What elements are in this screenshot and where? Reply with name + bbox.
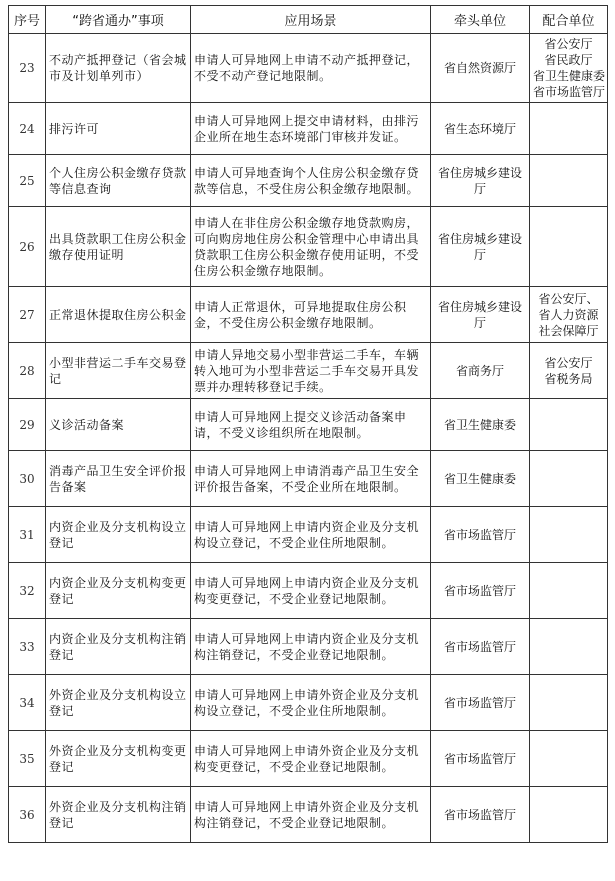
table-row xyxy=(9,675,608,731)
row-lead-unit: 省生态环境厅 xyxy=(431,103,530,155)
row-item: 内资企业及分支机构注销登记 xyxy=(46,619,191,675)
row-number: 24 xyxy=(9,103,46,155)
table-body xyxy=(9,34,608,843)
row-coop-units xyxy=(530,343,608,399)
row-lead-unit: 省卫生健康委 xyxy=(431,399,530,451)
coop-unit: 省卫生健康委 xyxy=(533,69,606,83)
row-coop-units xyxy=(530,675,608,731)
coop-unit: 省公安厅、 xyxy=(538,291,599,306)
coop-unit: 省人力资源 xyxy=(538,307,599,322)
row-scene: 申请人可异地网上申请内资企业及分支机构设立登记，不受企业住所地限制。 xyxy=(191,507,431,563)
row-coop-units xyxy=(530,619,608,675)
table-header-row xyxy=(9,6,608,34)
row-number: 32 xyxy=(9,563,46,619)
row-number: 35 xyxy=(9,731,46,787)
table-row xyxy=(9,451,608,507)
row-coop-units xyxy=(530,287,608,343)
row-item: 内资企业及分支机构设立登记 xyxy=(46,507,191,563)
table-row xyxy=(9,343,608,399)
header-no: 序号 xyxy=(9,6,46,34)
row-coop-units xyxy=(530,787,608,843)
row-item: 外资企业及分支机构变更登记 xyxy=(46,731,191,787)
row-coop-units xyxy=(530,507,608,563)
table-row xyxy=(9,619,608,675)
row-lead-unit: 省市场监管厅 xyxy=(431,563,530,619)
row-item: 义诊活动备案 xyxy=(46,399,191,451)
row-lead-unit: 省市场监管厅 xyxy=(431,619,530,675)
row-lead-unit: 省住房城乡建设厅 xyxy=(431,207,530,287)
row-number: 29 xyxy=(9,399,46,451)
row-coop-units xyxy=(530,451,608,507)
header-lead: 牵头单位 xyxy=(431,6,530,34)
coop-unit: 省税务局 xyxy=(544,371,593,386)
row-lead-unit: 省市场监管厅 xyxy=(431,731,530,787)
table-row xyxy=(9,787,608,843)
table-row xyxy=(9,731,608,787)
row-scene: 申请人正常退休，可异地提取住房公积金，不受住房公积金缴存地限制。 xyxy=(191,287,431,343)
row-scene: 申请人可异地网上申请内资企业及分支机构注销登记，不受企业登记地限制。 xyxy=(191,619,431,675)
coop-unit: 省民政厅 xyxy=(544,53,593,67)
row-item: 排污许可 xyxy=(46,103,191,155)
row-number: 25 xyxy=(9,155,46,207)
matters-table xyxy=(8,5,608,843)
row-number: 27 xyxy=(9,287,46,343)
row-scene: 申请人在非住房公积金缴存地贷款购房，可向购房地住房公积金管理中心申请出具贷款职工住房公积金缴存使用证明，不受住房公积金缴存地限制。 xyxy=(191,207,431,287)
header-item: “跨省通办”事项 xyxy=(46,6,191,34)
header-coop: 配合单位 xyxy=(530,6,608,34)
row-scene: 申请人可异地网上申请内资企业及分支机构变更登记，不受企业登记地限制。 xyxy=(191,563,431,619)
row-coop-units xyxy=(530,34,608,103)
row-lead-unit: 省自然资源厅 xyxy=(431,34,530,103)
row-item: 消毒产品卫生安全评价报告备案 xyxy=(46,451,191,507)
row-coop-units xyxy=(530,155,608,207)
row-scene: 申请人可异地网上申请不动产抵押登记，不受不动产登记地限制。 xyxy=(191,34,431,103)
row-scene: 申请人可异地网上提交义诊活动备案申请，不受义诊组织所在地限制。 xyxy=(191,399,431,451)
table-row xyxy=(9,207,608,287)
row-lead-unit: 省商务厅 xyxy=(431,343,530,399)
row-lead-unit: 省市场监管厅 xyxy=(431,787,530,843)
row-scene: 申请人可异地查询个人住房公积金缴存贷款等信息，不受住房公积金缴存地限制。 xyxy=(191,155,431,207)
coop-unit: 社会保障厅 xyxy=(538,323,599,338)
coop-unit: 省公安厅 xyxy=(544,37,593,51)
row-item: 不动产抵押登记（省会城市及计划单列市） xyxy=(46,34,191,103)
table-row xyxy=(9,507,608,563)
row-coop-units xyxy=(530,103,608,155)
table-row xyxy=(9,34,608,103)
row-scene: 申请人可异地网上提交申请材料，由排污企业所在地生态环境部门审核并发证。 xyxy=(191,103,431,155)
row-lead-unit: 省住房城乡建设厅 xyxy=(431,155,530,207)
header-scene: 应用场景 xyxy=(191,6,431,34)
row-item: 外资企业及分支机构注销登记 xyxy=(46,787,191,843)
row-item: 出具贷款职工住房公积金缴存使用证明 xyxy=(46,207,191,287)
row-number: 28 xyxy=(9,343,46,399)
row-scene: 申请人异地交易小型非营运二手车，车辆转入地可为小型非营运二手车交易开具发票并办理转移登记手续。 xyxy=(191,343,431,399)
row-lead-unit: 省卫生健康委 xyxy=(431,451,530,507)
row-coop-units xyxy=(530,731,608,787)
row-number: 33 xyxy=(9,619,46,675)
table-row xyxy=(9,155,608,207)
table-row xyxy=(9,399,608,451)
row-item: 正常退休提取住房公积金 xyxy=(46,287,191,343)
row-number: 31 xyxy=(9,507,46,563)
row-lead-unit: 省市场监管厅 xyxy=(431,675,530,731)
row-lead-unit: 省住房城乡建设厅 xyxy=(431,287,530,343)
row-item: 小型非营运二手车交易登记 xyxy=(46,343,191,399)
row-scene: 申请人可异地网上申请外资企业及分支机构注销登记，不受企业登记地限制。 xyxy=(191,787,431,843)
row-number: 34 xyxy=(9,675,46,731)
row-number: 26 xyxy=(9,207,46,287)
row-coop-units xyxy=(530,207,608,287)
row-coop-units xyxy=(530,399,608,451)
row-scene: 申请人可异地网上申请消毒产品卫生安全评价报告备案，不受企业所在地限制。 xyxy=(191,451,431,507)
table-row xyxy=(9,287,608,343)
coop-unit: 省市场监管厅 xyxy=(533,85,606,99)
row-scene: 申请人可异地网上申请外资企业及分支机构设立登记，不受企业住所地限制。 xyxy=(191,675,431,731)
table-row xyxy=(9,563,608,619)
row-coop-units xyxy=(530,563,608,619)
row-number: 36 xyxy=(9,787,46,843)
row-item: 个人住房公积金缴存贷款等信息查询 xyxy=(46,155,191,207)
row-item: 外资企业及分支机构设立登记 xyxy=(46,675,191,731)
row-lead-unit: 省市场监管厅 xyxy=(431,507,530,563)
row-number: 23 xyxy=(9,34,46,103)
coop-unit: 省公安厅 xyxy=(544,355,593,370)
table-row xyxy=(9,103,608,155)
row-number: 30 xyxy=(9,451,46,507)
row-item: 内资企业及分支机构变更登记 xyxy=(46,563,191,619)
row-scene: 申请人可异地网上申请外资企业及分支机构变更登记，不受企业登记地限制。 xyxy=(191,731,431,787)
